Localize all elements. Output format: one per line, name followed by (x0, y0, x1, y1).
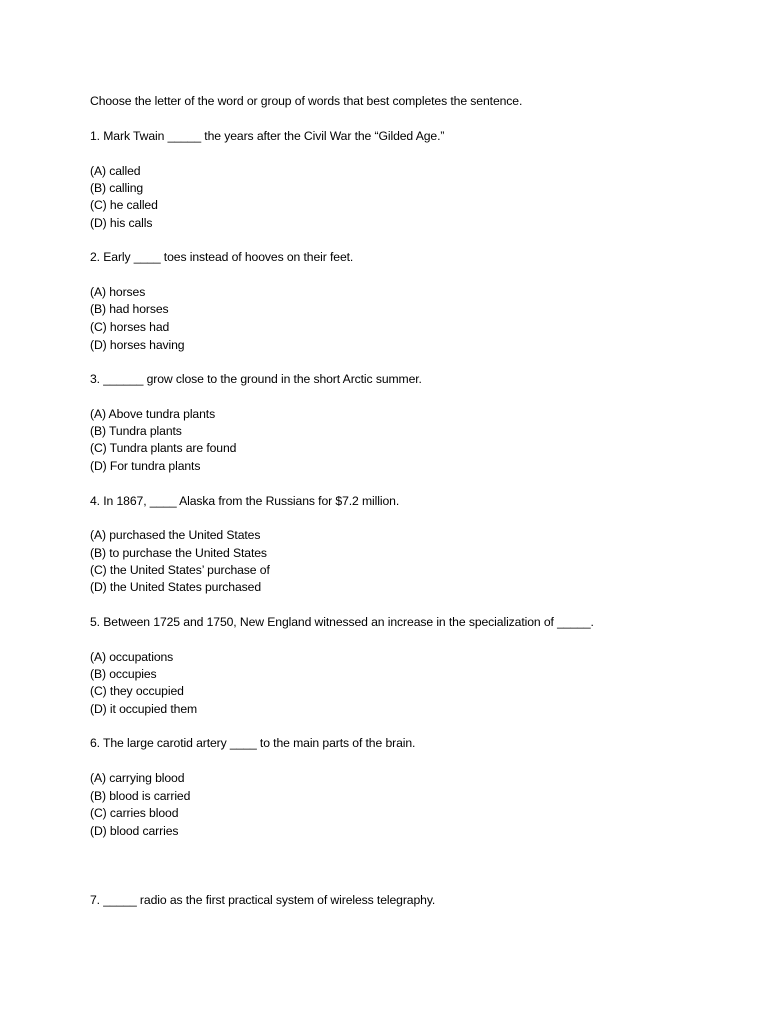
question-2-option-c: (C) horses had (90, 320, 170, 334)
question-3-option-c: (C) Tundra plants are found (90, 441, 237, 455)
question-4-option-b: (B) to purchase the United States (90, 546, 267, 560)
question-5-option-b: (B) occupies (90, 667, 157, 681)
question-6-option-b: (B) blood is carried (90, 789, 191, 803)
question-1-prompt: 1. Mark Twain _____ the years after the Civil War the “Gilded Age.” (90, 129, 445, 143)
question-1-option-a: (A) called (90, 164, 141, 178)
question-4-option-a: (A) purchased the United States (90, 528, 261, 542)
question-1-option-d: (D) his calls (90, 216, 153, 230)
question-3-option-d: (D) For tundra plants (90, 459, 201, 473)
question-3-prompt: 3. ______ grow close to the ground in the short Arctic summer. (90, 372, 422, 386)
question-4-option-d: (D) the United States purchased (90, 580, 262, 594)
question-6-option-d: (D) blood carries (90, 824, 179, 838)
question-5-option-d: (D) it occupied them (90, 702, 198, 716)
question-6-option-c: (C) carries blood (90, 806, 179, 820)
question-3-option-b: (B) Tundra plants (90, 424, 182, 438)
question-2-prompt: 2. Early ____ toes instead of hooves on their feet. (90, 250, 354, 264)
instructions: Choose the letter of the word or group of words that best completes the sentence. (90, 94, 523, 108)
question-4-prompt: 4. In 1867, ____ Alaska from the Russians for $7.2 million. (90, 494, 400, 508)
question-5-option-a: (A) occupations (90, 650, 174, 664)
question-6-option-a: (A) carrying blood (90, 771, 185, 785)
question-2-option-b: (B) had horses (90, 302, 169, 316)
question-5-prompt: 5. Between 1725 and 1750, New England witnessed an increase in the specialization of _____. (90, 615, 594, 629)
question-1-option-c: (C) he called (90, 198, 158, 212)
question-2-option-a: (A) horses (90, 285, 146, 299)
question-5-option-c: (C) they occupied (90, 684, 184, 698)
question-1-option-b: (B) calling (90, 181, 144, 195)
question-3-option-a: (A) Above tundra plants (90, 407, 216, 421)
question-2-option-d: (D) horses having (90, 338, 185, 352)
question-6-prompt: 6. The large carotid artery ____ to the main parts of the brain. (90, 736, 416, 750)
question-4-option-c: (C) the United States’ purchase of (90, 563, 270, 577)
question-7-prompt: 7. _____ radio as the first practical system of wireless telegraphy. (90, 893, 436, 907)
